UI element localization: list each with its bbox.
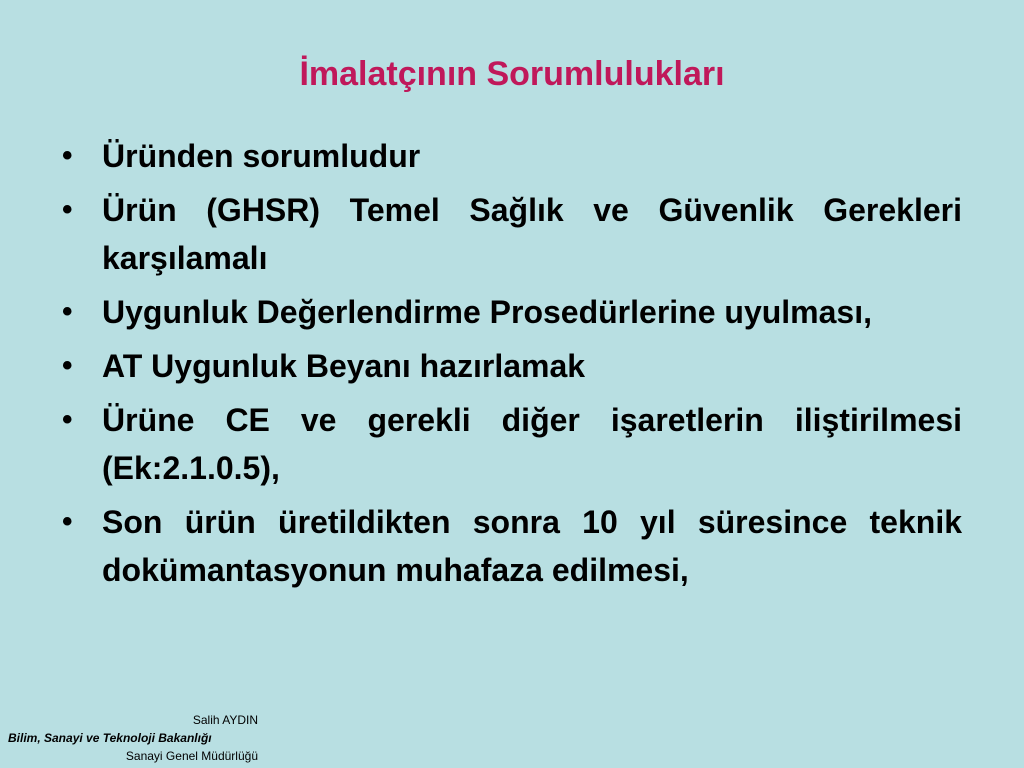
bullet-item bbox=[62, 396, 962, 492]
footer-author: Salih AYDIN bbox=[192, 713, 258, 727]
bullet-text: Ürüne CE ve gerekli diğer işaretlerin iliştirilmesi (Ek:2.1.0.5), bbox=[102, 402, 962, 486]
slide-title: İmalatçının Sorumlulukları bbox=[299, 55, 725, 93]
bullet-dot-icon: • bbox=[62, 295, 73, 328]
footer bbox=[8, 711, 258, 765]
bullet-dot-icon: • bbox=[62, 403, 73, 436]
bullet-text: Ürün (GHSR) Temel Sağlık ve Güvenlik Gerekleri karşılamalı bbox=[102, 192, 962, 276]
bullet-text: Uygunluk Değerlendirme Prosedürlerine uyulması, bbox=[102, 294, 872, 330]
footer-directorate: Sanayi Genel Müdürlüğü bbox=[125, 749, 258, 763]
bullet-text: Son ürün üretildikten sonra 10 yıl süresince teknik dokümantasyonun muhafaza edilmesi, bbox=[102, 504, 962, 588]
bullet-dot-icon: • bbox=[62, 505, 73, 538]
bullet-item bbox=[62, 132, 962, 180]
bullet-item bbox=[62, 498, 962, 594]
bullet-text: AT Uygunluk Beyanı hazırlamak bbox=[102, 348, 586, 384]
bullet-item bbox=[62, 186, 962, 282]
bullet-dot-icon: • bbox=[62, 193, 73, 226]
footer-ministry: Bilim, Sanayi ve Teknoloji Bakanlığı bbox=[8, 731, 212, 745]
bullet-text: Üründen sorumludur bbox=[102, 138, 421, 174]
bullet-dot-icon: • bbox=[62, 139, 73, 172]
bullet-item bbox=[62, 342, 962, 390]
bullet-item bbox=[62, 288, 962, 336]
bullet-dot-icon: • bbox=[62, 349, 73, 382]
bullet-list bbox=[62, 132, 962, 600]
